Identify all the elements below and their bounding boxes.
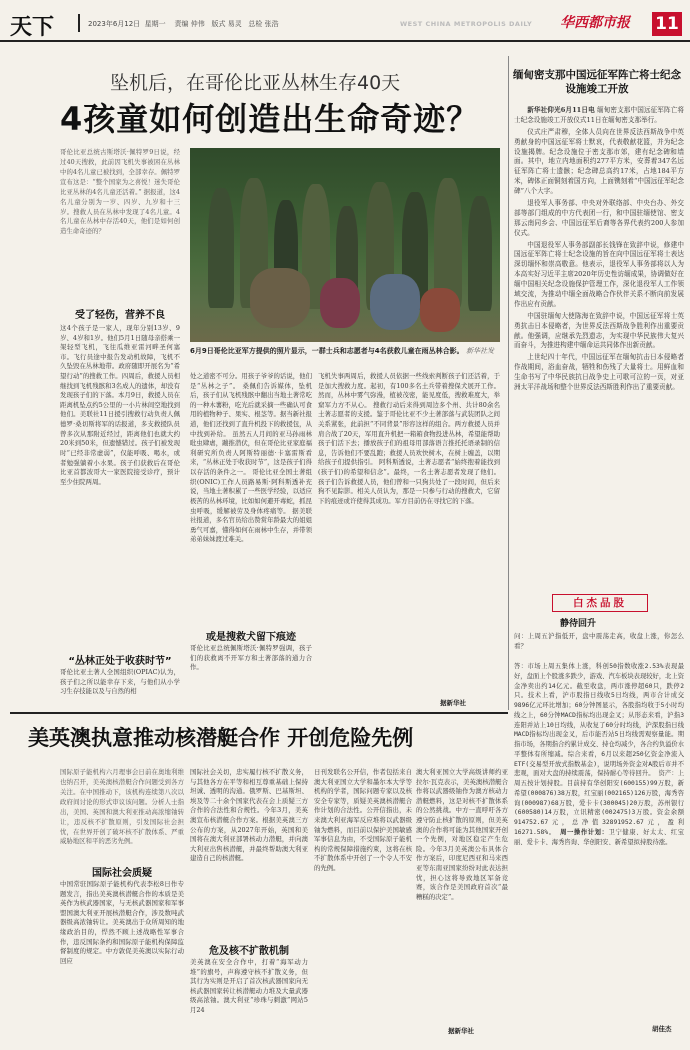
right-article: [514, 106, 684, 586]
weekday: 星期一: [144, 20, 166, 28]
paragraph: 中国驻缅甸大使陈海在致辞中说，中国远征军将士英勇抗击日本侵略者，为世界反法西斯战争胜利作出重要贡献。他强调，应继承先烈遗志，为实现中华民族伟大复兴而奋斗，为推进构建中缅命运共同体作出新贡献。: [514, 311, 684, 350]
article-column: 处之道密不可分。用孩子爷爷的话说，他们是“丛林之子”。 桑佩们告诉媒体，坠机后，孩子们从飞机残骸中翻出当地土著常吃的一种木薯粉，吃光后就采摘一些确认可食用的植物种子、果实、根茎等。据当新社报道，他们还找到了直升机投下的救援包，从中找到补给。 虽然五人月间的亚马孙雨林吡虫肆虐，蹦推潜伏，但在哥伦比亚家庭福利研究所负责人阿斯特丽德·卡塞雷斯看来，“丛林正处于收获时节”，这是孩子们得以存活的条件之一。 哥伦比亚全国土著组织(ONIC)工作人员路易斯·阿科斯透补充说，当地土著积累了一些医学经验，以适应极苦的丛林环境，比如如何避开毒蛇，抓昆虫呼吸，缓解被劳及身体疼痛等。 据美联社报道，多名官员给出赞赏年龄最大的姐姐勇气可嘉，懂得如何在雨林中生存，并带领弟弟妹妹渡过难关。: [190, 372, 312, 544]
column-title: 静待回升: [560, 619, 597, 629]
column-answer: 答：市场上周五集体上涨，科创50指数收涨2.53%表现最好，盘面上个股涨多跌少，游戏、汽车板块表现较好，北上资金净卖出约14亿元。截至收盘，两市涨停超60只，跌停2只。技术上看，沪市股指日线收5日均线，两市合计成交9896亿元环比增加；60分钟图显示，各股指均收于5小时均线之上，60分钟MACD指标均出现金叉；从形态来看，沪指3连阳并站上10日均线，从收复了60分时均线，沪深股指日线MACD指标均出现金叉，后市能否站5日均线需观察量能。期指市场，各期指合约累计成交、持仓均减少，各合约负溢价水平整体有所缩减。综合来看，6月以来超250亿资金净流入ETF(交易型开放式指数基金)，说明场外资金对A股后市并不悲观，面对大盘的持续震荡，保持耐心等待回升。: [514, 663, 684, 778]
subhead: 危及核不扩散机制: [209, 946, 289, 957]
article-column: 日刊发联名公开信，作者包括来自澳大利亚国立大学和墨尔本大学等机构的学者，国际问题专家以及核安全专家等，质疑美英澳核潜艇合作计划的合法性。公开信指出，未来澳大利亚海军反应堆将以武器级铀为燃料，而目前以保护美国敏感军事信息为由，不受国际原子能机构的常规保障措施约束，这将在核不扩散体系中开创了一个令人不安的先例。: [314, 768, 412, 873]
paragraph: 缅甸密支那中国远征军阵亡将士纪念设施竣工开放仪式11日在缅甸密支那举行。: [514, 106, 684, 124]
article-column: 美英澳在安全合作中，打着“海军动力堆”的旗号，声称遵守核不扩散义务，但其行为实则是开启了首次核武器国家向无核武器国家转让核潜艇动力堆及大量武器级高浓铀。澳大利亚“珍珠与刺激”网站5月24: [190, 958, 308, 1015]
article-source: 据新华社: [448, 1027, 474, 1035]
section-title: 天下: [10, 15, 55, 40]
page-number: 11: [652, 12, 682, 36]
column-body: [514, 662, 684, 1002]
story2-intro: 国际原子能机构六月理事会日前在奥地利维也纳召开，美英澳核潜艇合作问题受到各方关注。在中国推动下，该机构连续第八次以政府间讨论的形式审议该问题。分析人士指出，美国、英国和澳大利亚推动高浓缩铀转让，违反核不扩散原则，引发国际社会担忧，在世界开创了破坏核不扩散体系、严重威胁地区和平的恶劣先例。: [60, 768, 184, 846]
subhead: “丛林正处于收获时节”: [68, 656, 172, 667]
paragraph: 中国退役军人事务部副部长钱锋在致辞中说，修建中国远征军阵亡将士纪念设施的旨在向中国远征军将士表达深切缅怀和崇高敬意。他表示，退役军人事务部将以人为本高实好习近平主席2020年历史性访缅成果，协调做好在缅中国相关纪念设施保护管理工作，深化退役军人工作领域交流，为推动中缅全面战略合作伙伴关系不断向前发展作出应有贡献。: [514, 240, 684, 308]
paragraph: 仪式庄严肃穆，全体人员向在世界反法西斯战争中英勇献身的中国远征军将士默哀，代表敬献花篮，并为纪念设施揭牌。纪念设施位于密支那市郊，建有纪念碑和墙面。其中，地立内地面积约277平方米，安葬着347名远征军阵亡将士遗骸；纪念碑总高约17米，占地184平方米，碑体正面铜刻着国方向，上面镌刻着“中国远征军纪念碑”八个大字。: [514, 127, 684, 196]
dateline: 新华社仰光6月11日电: [527, 106, 595, 114]
lead-photo: [190, 148, 500, 342]
right-headline: 缅甸密支那中国远征军阵亡将士纪念设施竣工开放: [513, 69, 681, 96]
article-column: 这4个孩子是一家人，现年分别13岁、9岁、4岁和1岁。他们5月1日随母亲搭乘一架轻型飞机，飞往瓜维亚雷河畔圣何塞市。飞行员途中报告发动机故障，飞机不久坠毁在丛林地带。政府随即开展名为“希望行动”的搜救工作。四周后，救援人员相继找到飞机残骸和3名成人的遗体，却没有发现孩子们的下落。本月9日，救援人员在距离机坠点约5公里的一小片林间空地找到他们。美联社11日援引搜救行动负责人佩德罗·桑切斯将军的话报道，多支救援队员曾多次从那附近经过，距离他们也就大约20米到50米，但遗憾错过。孩子们被发现时“已经非常虚弱”，仅能呼吸、喝水，或者勉强躺着小水果。孩子们获救后在哥伦比亚首都波哥大一家医院接受诊疗，预计至少住院两周。: [60, 324, 180, 486]
photo-caption: [190, 346, 500, 356]
column-divider: [508, 56, 509, 710]
paper-logo: 华西都市报: [560, 15, 630, 31]
subhead: 国际社会质疑: [92, 868, 152, 879]
column-label: 白杰品股: [552, 594, 648, 612]
column-plan-label: 周一操作计划：: [560, 828, 609, 836]
checker: 总检 张浩: [248, 20, 279, 28]
paragraph: 退役军人事务部、中央对外联络部、中央台办、外交部等部门组成的中方代表团一行，和中国驻缅使馆、密支那云南同乡会、中国远征军后裔等各界代表约200人参加仪式。: [514, 199, 684, 237]
column-author: 胡佳杰: [652, 1025, 672, 1033]
editor: 责编 仲伟: [174, 20, 205, 28]
designer: 版式 易灵: [211, 20, 242, 28]
photo-credit: 新华社发: [466, 347, 495, 355]
article-column: 哥伦比亚土著人全国组织(OPIAC)认为，孩子们之所以能幸存下来，与他们从小学习生存技能以及与自然的相: [60, 668, 180, 696]
lead-intro: 哥伦比亚总统古斯塔沃·佩特罗9日说，经过40天搜救，此前因飞机失事被困在丛林中的4名儿童已被找到，全部幸存。佩特罗宣布这是：“整个国家为之喜悦！迷失哥伦比亚丛林的4名儿童还活着。” 据报道，这4名儿童分别为一岁、四岁、九岁和十三岁。搜救人员在丛林中发现了4名儿童。4名儿童在丛林中存活40天，他们是如何创造生命奇迹的？: [60, 148, 180, 236]
divider: [78, 14, 80, 32]
paper-name-en: WEST CHINA METROPOLIS DAILY: [400, 20, 533, 28]
column-plan: 卫宁健康、好太太、红宝丽、爱卡卡、海秀咨询、华创阳安、新希望拟持股待涨。: [514, 828, 684, 846]
header-info: [88, 19, 279, 29]
paragraph: 上世纪四十年代，中国远征军在缅甸抗击日本侵略者作战期间，浴血奋战，牺牲和伤残了大量将士。用鲜血和生命书写了中华民族抗日战争史上可歌可泣的一页，对亚洲太平洋战场和整个世界反法西斯胜利作出了重要贡献。: [514, 353, 684, 392]
article-source: 据新华社: [440, 699, 466, 707]
column-question: 问：上周五沪指低开，盘中震荡走高，收盘上涨，你怎么看？: [514, 632, 684, 650]
issue-date: 2023年6月12日: [88, 20, 141, 28]
subhead: 或是搜救犬留下痕迹: [206, 632, 296, 643]
story2-headline: 美英澳执意推动核潜艇合作 开创危险先例: [28, 726, 414, 750]
lead-kicker: 坠机后，在哥伦比亚丛林生存40天: [110, 72, 401, 94]
article-column: 国际社会关切，忠实履行核不扩散义务，与其他各方在平等和相互尊重基础上保持坦诚、透明的沟通。俄罗斯、巴基斯坦、埃及等二十余个国家代表在会上质疑三方合作的合法性和合规性。今年3月，美英澳宣布核潜艇合作方案。根据美英澳三方公布的方案，从2027年开始，英国和美国将在澳大利亚部署核动力潜艇，并向澳大利亚出售核潜艇，并最终帮助澳大利亚建造自己的核潜艇。: [190, 768, 308, 863]
lead-headline: 4孩童如何创造出生命奇迹？: [60, 100, 480, 138]
article-column: 澳大利亚国立大学高级讲师约亚拉尔·瓦克表示，美英澳核潜艇合作将以武器级铀作为澳方核动力潜艇燃料，这是对核不扩散体系的公然挑战。中方一直呼吁各方遵守防止核扩散的原则，但美英澳的合作将可能为其他国家开创一个先例，对地区稳定产生危险。今年3月美英澳公布具体合作方案后，印度尼西亚和马来西亚等东南亚国家纷纷对此表达担忧，担心这将导致地区军备竞赛，该合作是美国政府首次“最糟糕的决定”。: [416, 768, 508, 901]
column-holdings: 资产：上周五按计划持股。目前持有华创阳安(600155)99万股，新希望(000876)38万股，红宝丽(002165)126万股，海秀咨询(000987)68万股，爱卡卡(300045)20万股，苏州银行(600580)14万股，立讯精密(002475)3万股。资金余额914752.67元，总净值32891952.67元，盈利16271.58%。: [514, 770, 684, 836]
article-column: 中国常驻国际原子能机构代表李松8日作专题发言，指出美英澳核潜艇合作的本质是美英作为核武器国家，与无核武器国家和军事盟国澳大利亚开展核潜艇合作，涉及数吨武器级高浓铀转让。美英澳出于众所周知的地缘政治目的，悍然不顾上述战略性军事合作，违反国际条约和国际原子能机构保障监督制度的规定。中方敦促美英澳以实际行动回应: [60, 880, 184, 965]
article-column: 哥伦比亚总统佩斯塔沃·佩特罗强调，孩子们的获救离不开军方和土著部落的通力合作。: [190, 644, 312, 672]
article-column: 飞机失事两周后，救援人员依据一些线索判断孩子们还活着，于是加大搜救力度。起初，有100多名土兵带着搜保犬展开工作。然而，丛林中雾气弥漫，植被茂密，能见度低，搜救难度大，举窟军力方不从心。 搜救行动后来得到周边多个州、共计80余名土著志愿者的支援。鉴于哥伦比亚不少土著部落与武装团队之间关系紧张，此前担“不同背景”形容这样的组合。两方救援人员并肩合战了20天，军用直升机把一箱箱食物投进丛林，希望能帮助孩子们活下去；播放孩子们的祖母用部落语言推托托语录制的信息，告诉他们不要乱跑；救援人员欢快树木，在树上缠盖，以期给孩子们提供指引。 阿科斯透说，土著志愿者“始终抱着能找到(孩子们)的希望和信念”。最终，一名土著志愿者发现了他们。 孩子们告诉救援人员，他们曾和一只狗共处了一段时间，但后来狗不见踪影。相关人员认为，那是一只参与行动的搜救犬，它留下的痕迹或许使得其成功。军方目前仍在寻找它的下落。: [318, 372, 500, 505]
subhead: 受了轻伤，营养不良: [75, 310, 165, 321]
story-divider: [10, 712, 508, 714]
caption-text: 6月9日哥伦比亚军方提供的照片显示，一群士兵和志愿者与4名获救儿童在雨丛林合影。: [190, 347, 464, 355]
